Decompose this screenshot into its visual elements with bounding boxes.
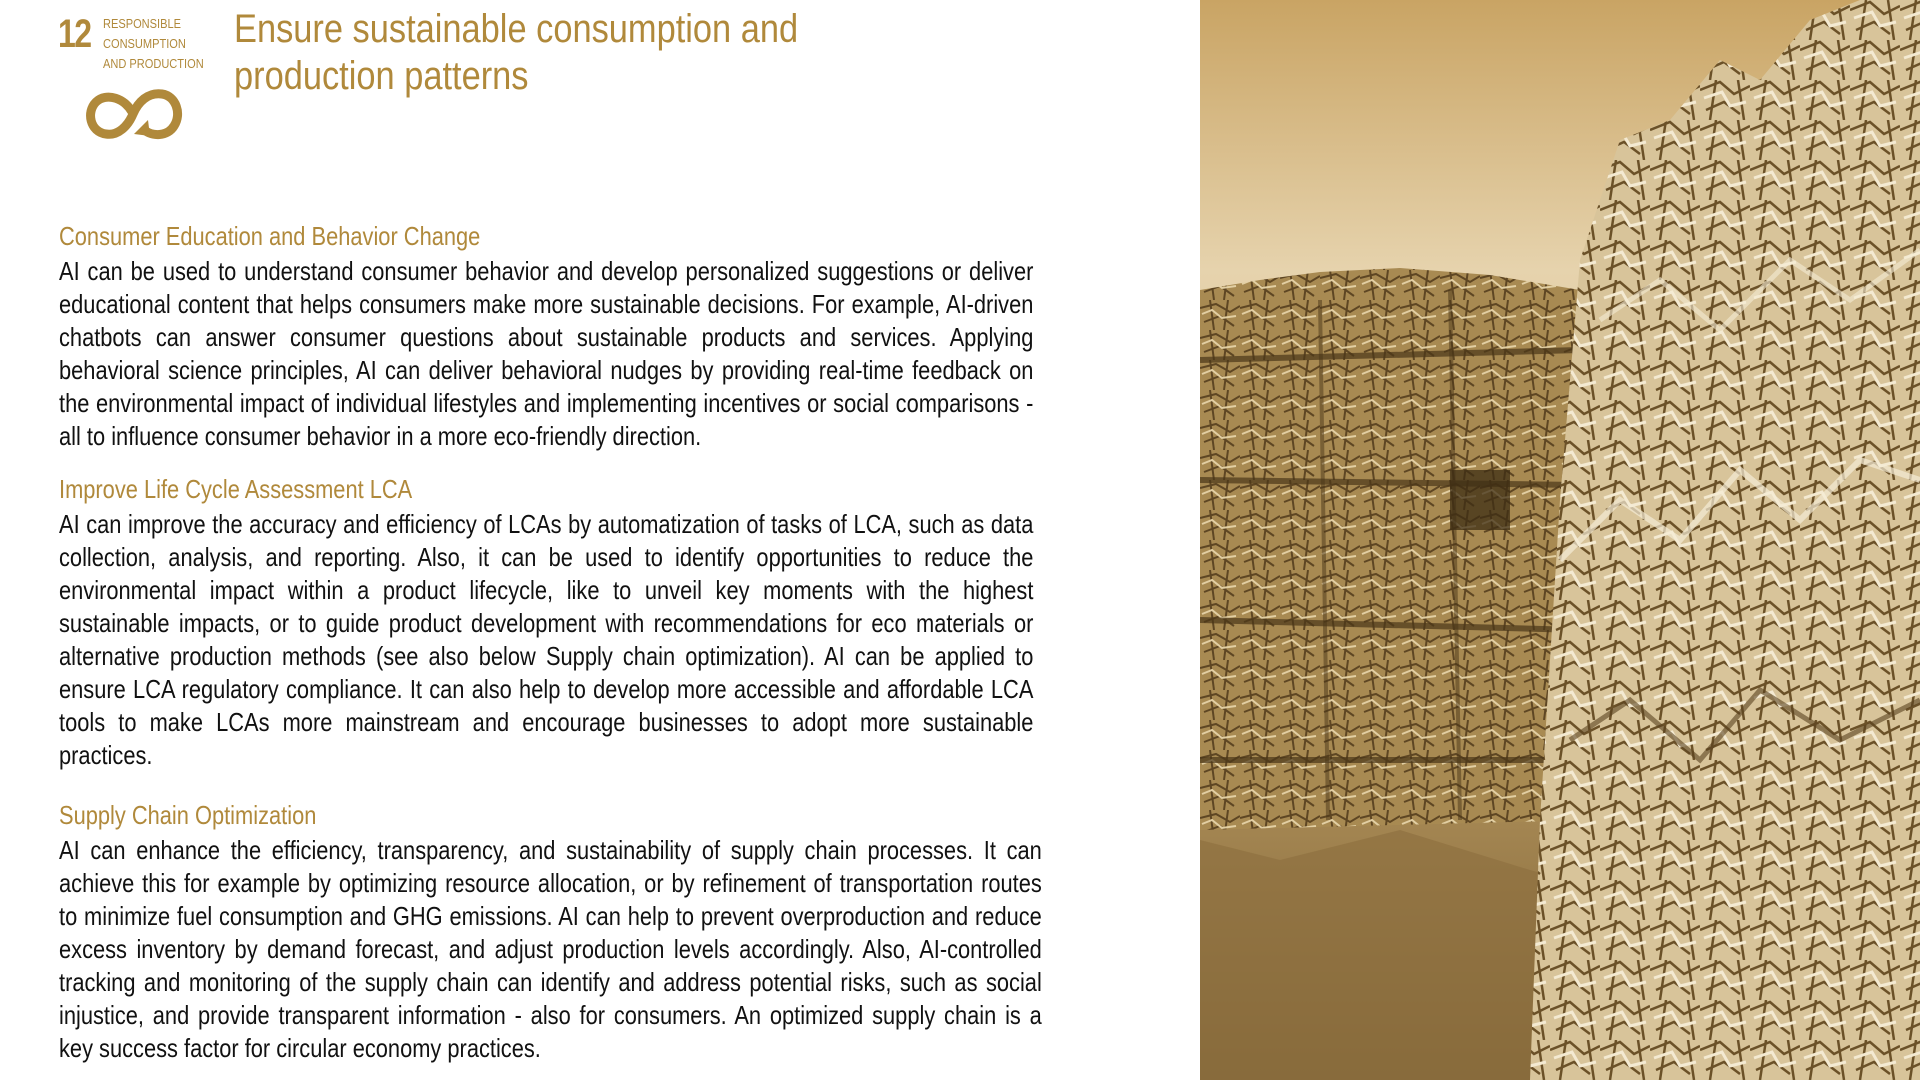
section-body: AI can enhance the efficiency, transparency, and sustainability of supply chain processes. It can achieve this for example by optimizing resource allocation, or by refinement of transportation routes to minimize fuel consumption and GHG emissions. AI can help to prevent overproduction and reduce excess inventory by demand forecast, and adjust production levels accordingly. Also, AI-controlled tracking and monitoring of the supply chain can identify and address potential risks, such as social injustice, and provide transparent information - also for consumers. An optimized supply chain is a key success factor for circular economy practices. xyxy=(59,835,1042,1063)
sdg-label xyxy=(103,14,204,74)
sdg-number: 12 xyxy=(58,12,91,56)
sdg-label-line: AND PRODUCTION xyxy=(103,56,204,71)
section-body: AI can be used to understand consumer behavior and develop personalized suggestions or deliver educational content that helps consumers make more sustainable decisions. For example, AI-driven chatbots can answer consumer questions about sustainable products and services. Applying behavioral science principles, AI can deliver behavioral nudges by providing real-time feedback on the environmental impact of individual lifestyles and implementing incentives or social comparisons - all to influence consumer behavior in a more eco-friendly direction. xyxy=(59,256,1034,451)
section-consumer-education xyxy=(59,220,1219,453)
section-heading: Consumer Education and Behavior Change xyxy=(59,221,481,251)
sdg-logo xyxy=(58,12,208,142)
section-heading: Supply Chain Optimization xyxy=(59,800,317,830)
section-lca xyxy=(59,473,1219,772)
baled-waste-photo xyxy=(1200,0,1920,1080)
baled-waste-image xyxy=(1200,0,1920,1080)
sdg-label-line: RESPONSIBLE xyxy=(103,16,182,31)
section-supply-chain xyxy=(59,799,1229,1065)
sdg-label-line: CONSUMPTION xyxy=(103,36,186,51)
page-title: Ensure sustainable consumption and production patterns xyxy=(234,7,799,98)
section-body: AI can improve the accuracy and efficiency of LCAs by automatization of tasks of LCA, such as data collection, analysis, and reporting. Also, it can be used to identify opportunities to reduce the environmental impact within a product lifecycle, like to unveil key moments with the highest sustainable impacts, or to guide product development with recommendations for eco materials or alternative production methods (see also below Supply chain optimization). AI can be applied to ensure LCA regulatory compliance. It can also help to develop more accessible and affordable LCA tools to make LCAs more mainstream and encourage businesses to adopt more sustainable practices. xyxy=(59,509,1034,770)
section-heading: Improve Life Cycle Assessment LCA xyxy=(59,474,413,504)
infinity-arrow-icon xyxy=(78,84,188,144)
